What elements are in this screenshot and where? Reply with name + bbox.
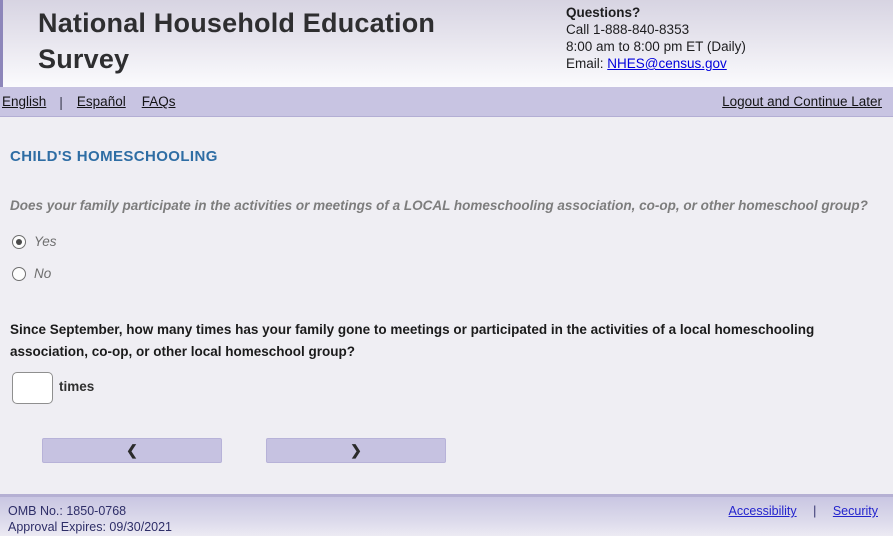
back-chevron-icon: ❮ <box>126 442 138 458</box>
question2-answer-row <box>12 372 893 404</box>
nav-separator: | <box>59 93 63 110</box>
english-link[interactable]: English <box>2 94 47 109</box>
question1-options <box>12 234 893 281</box>
security-link[interactable]: Security <box>832 504 878 518</box>
contact-info <box>566 4 746 72</box>
footer-separator: | <box>813 504 817 518</box>
approval-expires: Approval Expires: 09/30/2021 <box>8 520 172 534</box>
page-header <box>0 0 893 87</box>
radio-option-yes[interactable] <box>12 234 132 249</box>
times-suffix-label: times <box>59 379 95 394</box>
section-title: CHILD'S HOMESCHOOLING <box>10 148 218 165</box>
page-footer <box>0 494 893 536</box>
contact-phone: Call 1-888-840-8353 <box>566 22 690 37</box>
question2-text: Since September, how many times has your family gone to meetings or participated in the activities of a local homeschooling association, co-op, or other local homeschool group? <box>10 322 815 359</box>
contact-email-row <box>566 55 746 72</box>
logout-link[interactable]: Logout and Continue Later <box>722 93 882 109</box>
next-button[interactable] <box>266 438 446 463</box>
omb-info <box>8 503 172 535</box>
main-content <box>0 117 893 463</box>
contact-hours: 8:00 am to 8:00 pm ET (Daily) <box>566 39 746 54</box>
omb-number: OMB No.: 1850-0768 <box>8 504 127 518</box>
radio-option-no[interactable] <box>12 266 132 281</box>
espanol-link[interactable]: Español <box>76 94 126 109</box>
contact-heading: Questions? <box>566 5 641 20</box>
nav-bar <box>0 87 893 117</box>
page-title: National Household Education Survey <box>38 8 436 74</box>
no-radio[interactable] <box>12 267 26 281</box>
faqs-link[interactable]: FAQs <box>141 94 176 109</box>
back-button[interactable] <box>42 438 222 463</box>
language-nav <box>0 94 175 110</box>
page-nav-buttons <box>42 438 893 463</box>
yes-radio-label: Yes <box>34 234 57 249</box>
accessibility-link[interactable]: Accessibility <box>728 504 797 518</box>
footer-links <box>729 504 878 518</box>
times-input[interactable] <box>12 372 53 404</box>
email-link[interactable]: NHES@census.gov <box>607 56 727 71</box>
logout-container <box>722 93 893 111</box>
next-chevron-icon: ❯ <box>350 442 362 458</box>
question1-text: Does your family participate in the activities or meetings of a LOCAL homeschooling association, co-op, or other homeschool group? <box>10 198 868 213</box>
yes-radio[interactable] <box>12 235 26 249</box>
no-radio-label: No <box>34 266 52 281</box>
contact-email-label: Email: <box>566 56 608 71</box>
